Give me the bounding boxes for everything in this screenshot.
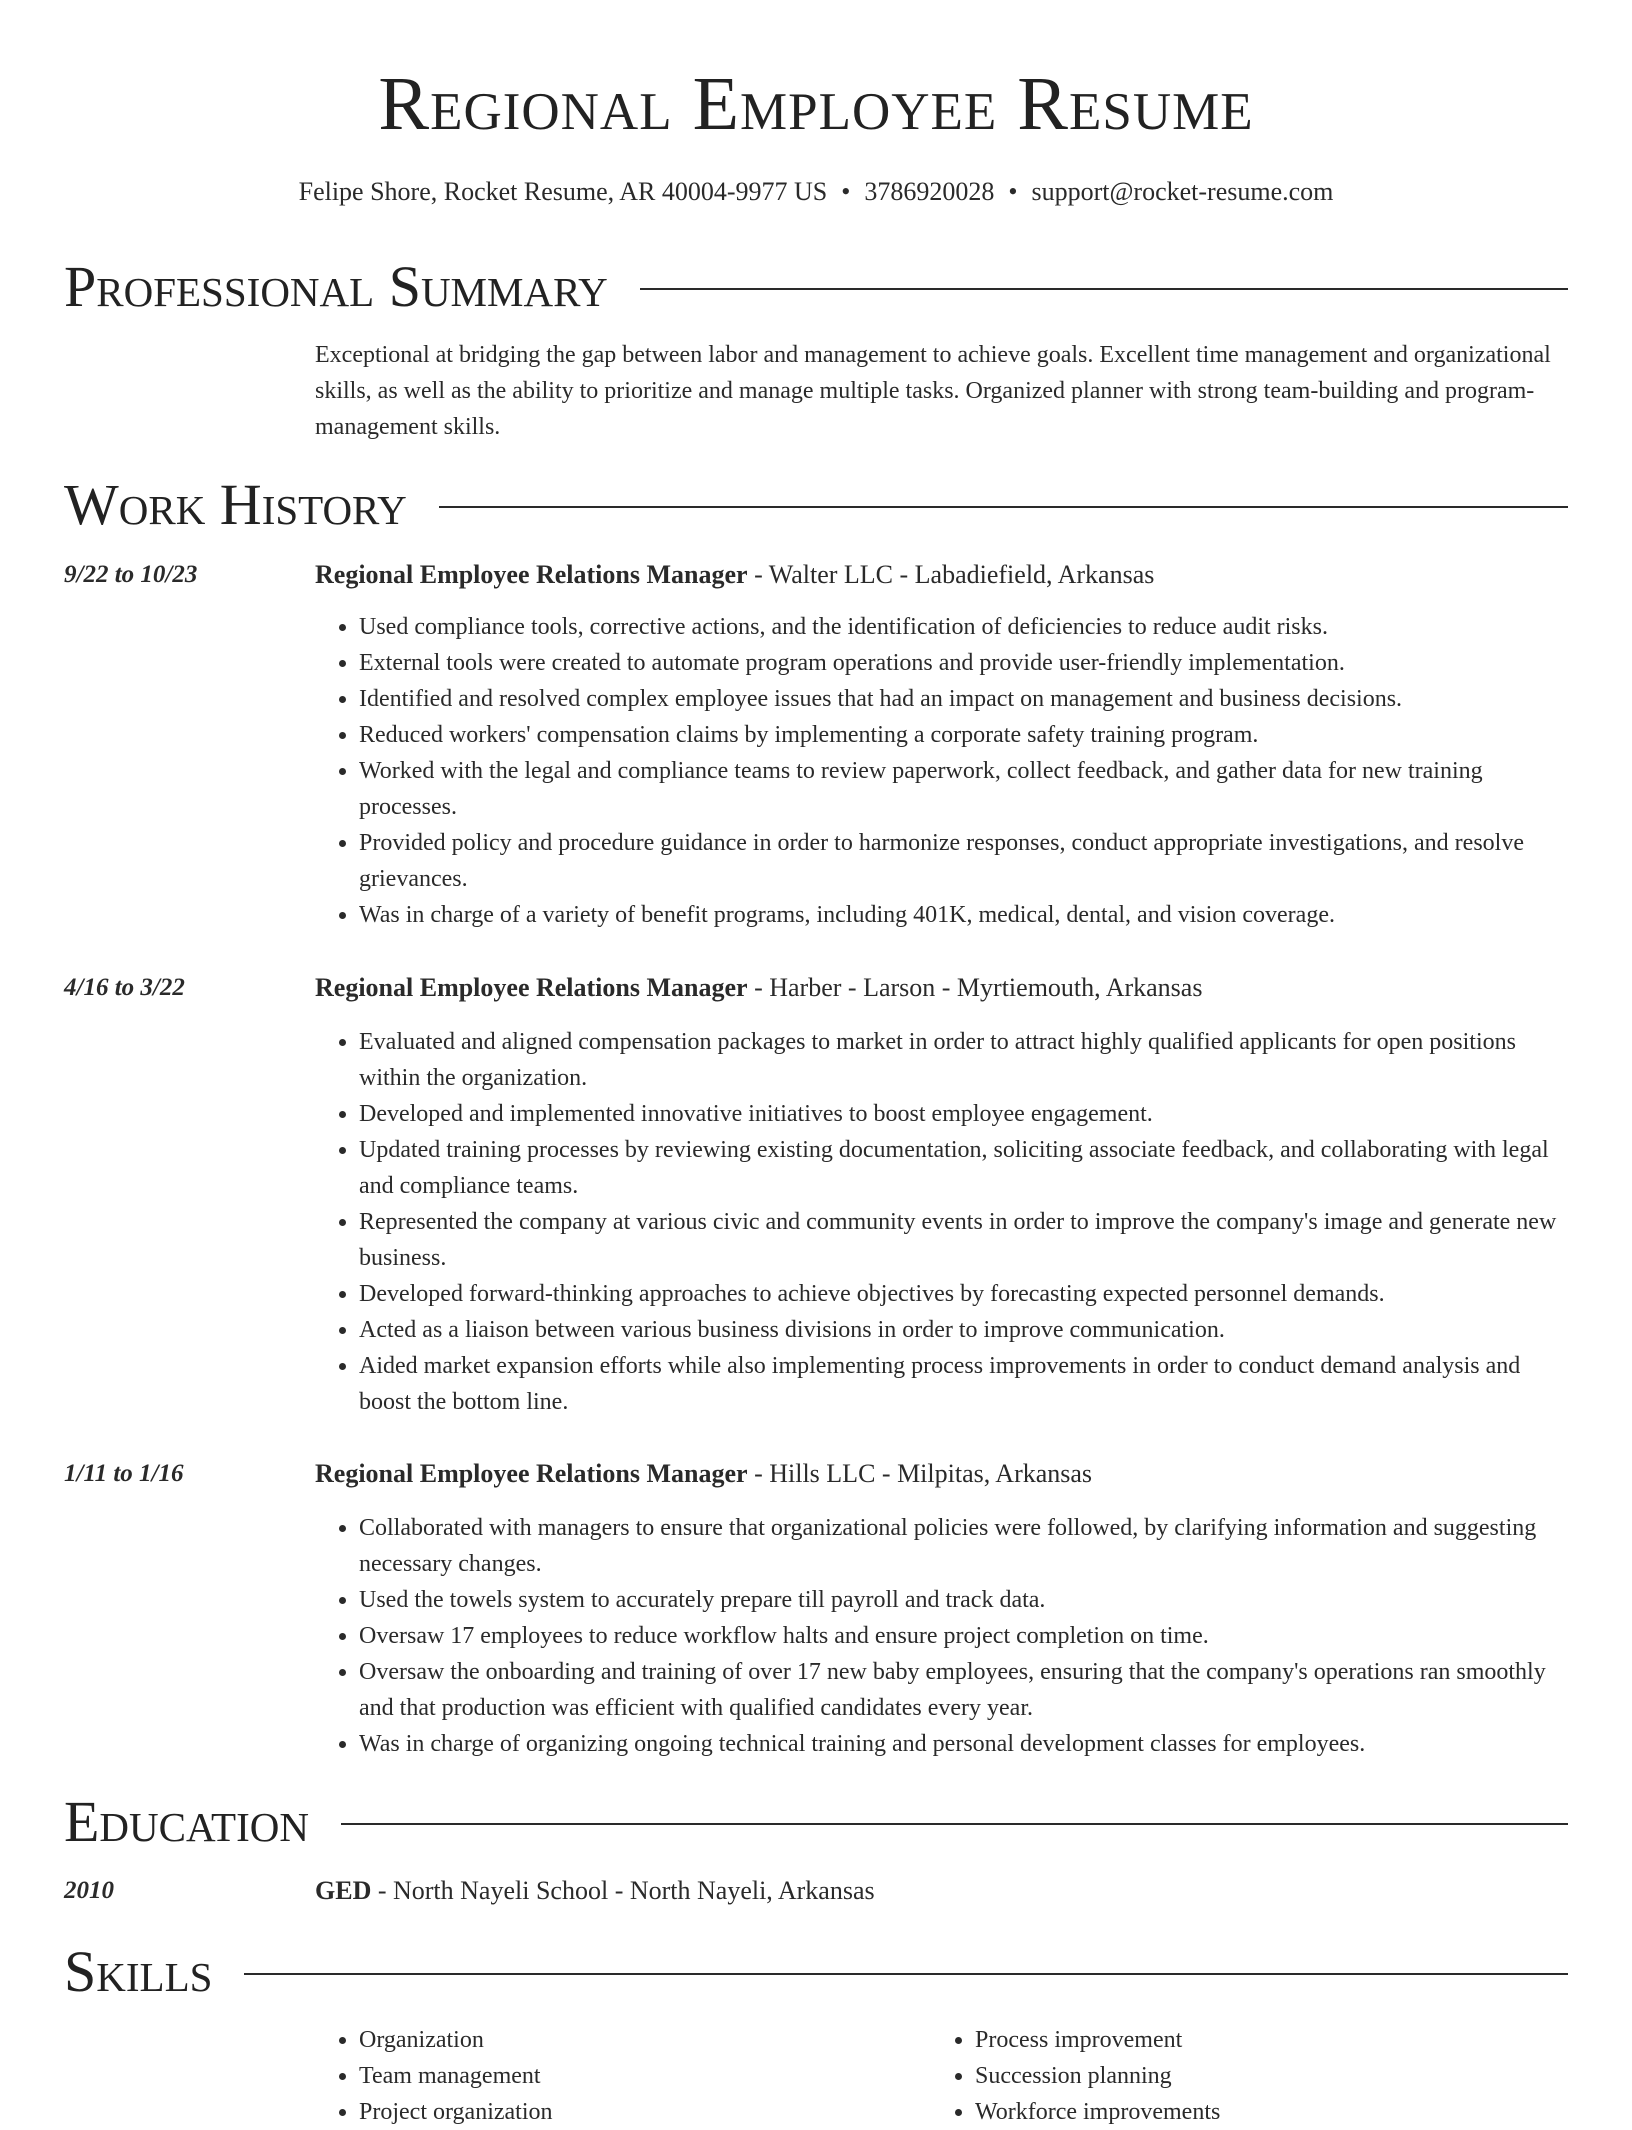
summary-section-header [64,252,1568,322]
job-bullets [315,1024,1568,1420]
summary-text: Exceptional at bridging the gap between labor and management to achieve goals. Excellent time management and organizational skills, as well as the ability to prioritize and manage multiple tasks. Organized planner with strong team-building and program-management skills. [315,342,1551,440]
contact-phone[interactable]: 3786920028 [864,177,995,206]
list-item: • Was in charge of organizing ongoing technical training and personal development classes for employees. [359,1726,1568,1762]
list-item: • Represented the company at various civic and community events in order to improve the company's image and generate new business. [359,1204,1568,1276]
resume-title: Regional Employee Resume [378,62,1254,146]
list-item: • Developed forward-thinking approaches to achieve objectives by forecasting expected personnel demands. [359,1276,1568,1312]
job-dates: 4/16 to 3/22 [64,974,185,1001]
contact-separator: • [841,177,851,206]
job-heading [315,1456,1568,1492]
list-item: • Developed and implemented innovative initiatives to boost employee engagement. [359,1096,1568,1132]
section-divider [640,288,1568,290]
contact-line [64,172,1568,212]
education-heading: Education [64,1789,309,1854]
list-item: • Succession planning [975,2058,1568,2094]
list-item: • Used the towels system to accurately prepare till payroll and track data. [359,1582,1568,1618]
job-title: Regional Employee Relations Manager [315,560,748,589]
list-item: • Identified and resolved complex employee issues that had an impact on management and business decisions. [359,681,1568,717]
education-entry [315,1873,1568,1909]
work-section-header [64,470,1568,540]
education-section-header [64,1787,1568,1857]
list-item: • Aided market expansion efforts while also implementing process improvements in order to conduct demand analysis and boost the bottom line. [359,1348,1568,1420]
section-divider [341,1823,1568,1825]
list-item: • Oversaw 17 employees to reduce workflow halts and ensure project completion on time. [359,1618,1568,1654]
list-item: • Project organization [359,2094,931,2130]
contact-address: Felipe Shore, Rocket Resume, AR 40004-9977 US [298,177,828,206]
list-item: • Was in charge of a variety of benefit programs, including 401K, medical, dental, and vision coverage. [359,897,1568,933]
skills-list-left [315,2022,931,2130]
job-title: Regional Employee Relations Manager [315,973,748,1002]
job-heading [315,970,1568,1006]
list-item: • External tools were created to automate program operations and provide user-friendly implementation. [359,645,1568,681]
list-item: • Team management [359,2058,931,2094]
job-bullets [315,1510,1568,1762]
job-dates: 9/22 to 10/23 [64,561,198,588]
list-item: • Collaborated with managers to ensure that organizational policies were followed, by clarifying information and suggesting necessary changes. [359,1510,1568,1582]
list-item: • Workforce improvements [975,2094,1568,2130]
list-item: • Provided policy and procedure guidance in order to harmonize responses, conduct appropriate investigations, and resolve grievances. [359,825,1568,897]
list-item: • Evaluated and aligned compensation packages to market in order to attract highly qualified applicants for open positions within the organization. [359,1024,1568,1096]
skills-section-header [64,1937,1568,2007]
contact-email[interactable]: support@rocket-resume.com [1031,177,1334,206]
list-item: • Used compliance tools, corrective actions, and the identification of deficiencies to reduce audit risks. [359,609,1568,645]
job-heading [315,557,1568,593]
list-item: • Reduced workers' compensation claims by implementing a corporate safety training program. [359,717,1568,753]
job-company: - Harber - Larson - Myrtiemouth, Arkansas [747,973,1203,1002]
list-item: • Acted as a liaison between various business divisions in order to improve communication. [359,1312,1568,1348]
section-divider [244,1973,1568,1975]
education-year: 2010 [64,1877,114,1904]
job-company: - Hills LLC - Milpitas, Arkansas [747,1459,1093,1488]
summary-heading: Professional Summary [64,254,608,319]
skills-heading: Skills [64,1939,213,2004]
job-company: - Walter LLC - Labadiefield, Arkansas [747,560,1155,589]
education-degree: GED [315,1876,372,1905]
skills-list-right [931,2022,1568,2130]
education-school: - North Nayeli School - North Nayeli, Arkansas [371,1876,875,1905]
list-item: • Updated training processes by reviewing existing documentation, soliciting associate feedback, and collaborating with legal and compliance teams. [359,1132,1568,1204]
section-divider [439,506,1568,508]
job-dates: 1/11 to 1/16 [64,1460,184,1487]
list-item: • Worked with the legal and compliance teams to review paperwork, collect feedback, and gather data for new training processes. [359,753,1568,825]
list-item: • Organization [359,2022,931,2058]
contact-separator: • [1008,177,1018,206]
job-title: Regional Employee Relations Manager [315,1459,748,1488]
job-bullets [315,609,1568,933]
list-item: • Oversaw the onboarding and training of over 17 new baby employees, ensuring that the company's operations ran smoothly and that production was efficient with qualified candidates every year. [359,1654,1568,1726]
list-item: • Process improvement [975,2022,1568,2058]
work-heading: Work History [64,472,407,537]
